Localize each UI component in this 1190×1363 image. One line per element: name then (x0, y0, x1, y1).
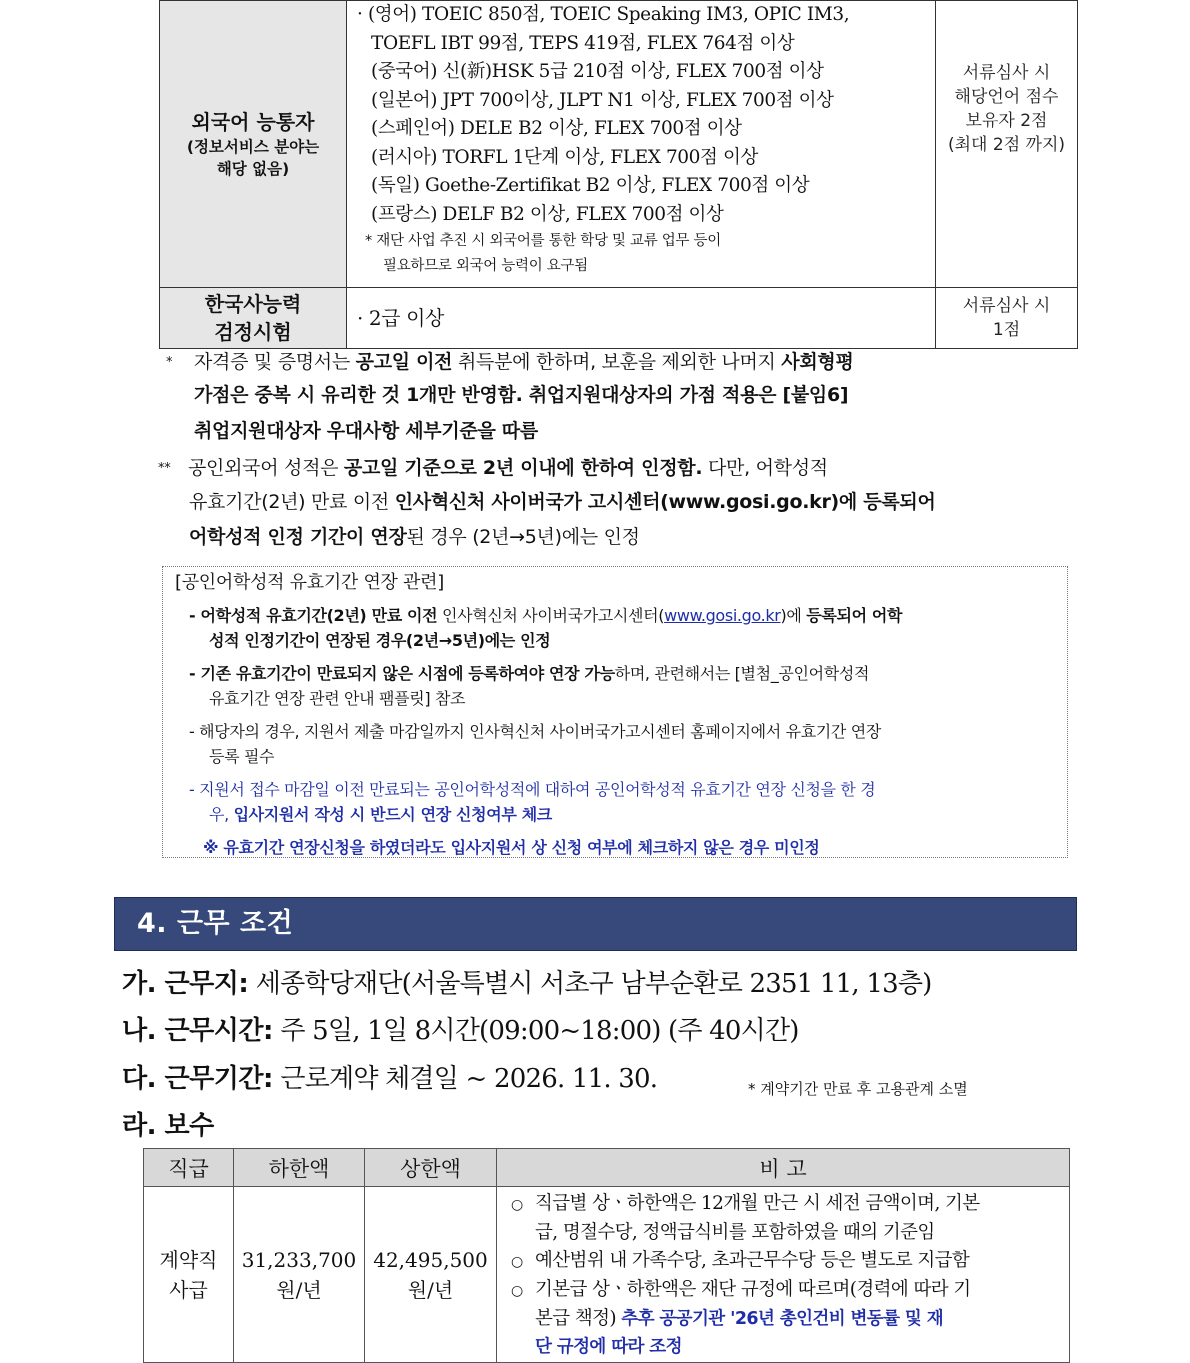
table-row (144, 1187, 1070, 1363)
section-header-work-conditions (114, 897, 1077, 951)
asterisk-mark: * (166, 355, 173, 370)
label-sub: 해당 없음) (216, 160, 290, 178)
remark-text: 예산범위 내 가족수당, 초과근무수당 등은 별도로 지급함 (535, 1250, 970, 1271)
condition-label: 가. 근무지: (122, 969, 249, 999)
condition-note: * 계약기간 만료 후 고용관계 소멸 (748, 1080, 968, 1098)
remark-text: 직급별 상ㆍ하한액은 12개월 만근 시 세전 금액이며, 기본 (535, 1193, 980, 1214)
language-note-cont: 필요하므로 외국어 능력이 요구됨 (383, 258, 588, 274)
lang-line-english: · (영어) TOEIC 850점, TOEIC Speaking IM3, OPIC IM3, (357, 4, 850, 25)
lang-line-chinese: (중국어) 신(新)HSK 5급 210점 이상, FLEX 700점 이상 (371, 61, 824, 82)
note-text: 유효기간(2년) 만료 이전 (189, 491, 395, 513)
qualification-table (159, 0, 1078, 349)
box-title: [공인어학성적 유효기간 연장 관련] (175, 572, 444, 593)
remark-highlight: 단 규정에 따라 조정 (535, 1337, 682, 1357)
header-max: 상한액 (365, 1149, 497, 1187)
lang-line-english-cont: TOEFL IBT 99점, TEPS 419점, FLEX 764점 이상 (371, 32, 795, 54)
language-note: * 재단 사업 추진 시 외국어를 통한 학당 및 교류 업무 등이 (365, 233, 721, 249)
cell-max (365, 1187, 497, 1363)
grade-text: 계약직 (159, 1247, 218, 1272)
remark-text: 본급 책정) (535, 1308, 622, 1329)
max-amount: 42,495,500 (373, 1247, 488, 1272)
pay-table-header (144, 1149, 1070, 1187)
note-language-score-line3 (189, 521, 640, 554)
gosi-link[interactable]: www.gosi.go.kr (664, 606, 781, 625)
requirement-text: · 2급 이상 (357, 305, 444, 330)
points-line: 해당언어 점수 (954, 87, 1059, 107)
cell-remarks (497, 1187, 1070, 1363)
remark-3 (511, 1276, 1065, 1305)
points-line: (최대 2점 까지) (948, 135, 1065, 155)
item-text: 우, (209, 805, 234, 824)
points-line: 서류심사 시 (962, 63, 1051, 83)
header-grade: 직급 (144, 1149, 234, 1187)
condition-label: 라. 보수 (122, 1111, 214, 1141)
remark-highlight: 추후 공공기관 '26년 총인건비 변동률 및 재 (621, 1309, 944, 1329)
lang-line-russian: (러시아) TORFL 1단계 이상, FLEX 700점 이상 (371, 146, 758, 168)
note-text: 자격증 및 증명서는 (194, 351, 356, 373)
table-row-korean-history (160, 288, 1078, 349)
item-text: 하며, 관련해서는 [별첨_공인어학성적 (614, 664, 870, 683)
header-min: 하한액 (234, 1149, 365, 1187)
note-text: 공인외국어 성적은 (188, 457, 344, 479)
condition-value: 세종학당재단(서울특별시 서초구 남부순환로 2351 11, 13층) (248, 969, 932, 999)
cell-grade (144, 1187, 234, 1363)
section-title: 4. 근무 조건 (137, 908, 294, 939)
korean-history-requirement (347, 288, 936, 349)
box-item-1 (189, 603, 902, 653)
condition-hours (122, 1013, 799, 1049)
remark-3-cont2 (511, 1333, 1065, 1361)
remark-text: 기본급 상ㆍ하한액은 재단 규정에 따르며(경력에 따라 기 (535, 1279, 971, 1300)
min-unit: 원/년 (276, 1277, 322, 1302)
label-main: 한국사능력 (204, 292, 302, 316)
item-cont: 등록 필수 (209, 747, 275, 766)
condition-workplace (122, 966, 932, 1002)
extension-info-box (162, 566, 1068, 858)
max-unit: 원/년 (407, 1277, 454, 1302)
label-main: 외국어 능통자 (191, 110, 315, 134)
row-label-korean-history (160, 288, 347, 349)
circle-bullet-icon: ○ (511, 1283, 523, 1299)
note-text: 취득분에 한하며, 보훈을 제외한 나머지 (452, 351, 782, 373)
lang-line-german: (독일) Goethe-Zertifikat B2 이상, FLEX 700점 이상 (371, 175, 810, 196)
note-text: 다만, 어학성적 (702, 457, 828, 479)
note-bold: 공고일 이전 (355, 351, 453, 373)
condition-period (122, 1061, 657, 1097)
remark-1 (511, 1190, 1065, 1219)
box-item-3 (189, 719, 881, 769)
min-amount: 31,233,700 (241, 1247, 357, 1272)
condition-period-note (748, 1068, 968, 1107)
item-bold: 입사지원서 작성 시 반드시 연장 신청여부 체크 (233, 805, 552, 824)
points-line: 서류심사 시 (962, 296, 1051, 316)
note-bold: 사회형평 (781, 351, 854, 373)
condition-pay (122, 1108, 214, 1144)
note-certificate-line2: 가점은 중복 시 유리한 것 1개만 반영함. 취업지원대상자의 가점 적용은 [붙임6] (194, 384, 849, 406)
item-text: - 지원서 접수 마감일 이전 만료되는 공인어학성적에 대하여 공인어학성적 유효기간 연장 신청을 한 경 (189, 780, 876, 799)
item-text: )에 (780, 606, 807, 625)
remark-3-cont (511, 1305, 1065, 1333)
remark-1-cont: 급, 명절수당, 정액급식비를 포함하였을 때의 기준임 (535, 1222, 935, 1243)
note-language-score (158, 452, 828, 485)
lang-line-japanese: (일본어) JPT 700이상, JLPT N1 이상, FLEX 700점 이상 (371, 89, 834, 111)
label-sub: (정보서비스 분야는 (186, 138, 320, 156)
note-bold: 공고일 기준으로 2년 이내에 한하여 인정함. (343, 457, 703, 479)
box-item-4 (189, 777, 875, 827)
item-text: - 해당자의 경우, 지원서 제출 마감일까지 인사혁신처 사이버국가고시센터 홈페이지에서 유효기간 연장 (189, 722, 881, 741)
note-certificate (166, 346, 854, 379)
circle-bullet-icon: ○ (511, 1197, 523, 1213)
note-bold: 어학성적 인정 기간이 연장 (189, 526, 407, 548)
note-certificate-line3: 취업지원대상자 우대사항 세부기준을 따름 (194, 420, 538, 442)
condition-label: 다. 근무기간: (122, 1064, 273, 1094)
circle-bullet-icon: ○ (511, 1254, 523, 1270)
item-bold: - 기존 유효기간이 만료되지 않은 시점에 등록하여야 연장 가능 (189, 664, 615, 683)
item-cont: 유효기간 연장 관련 안내 팸플릿] 참조 (209, 689, 466, 708)
note-language-score-line2 (189, 486, 936, 519)
item-cont: 성적 인정기간이 연장된 경우(2년→5년)에는 인정 (209, 631, 551, 650)
points-line: 1점 (992, 320, 1021, 340)
points-line: 보유자 2점 (965, 111, 1048, 131)
item-text: 인사혁신처 사이버국가고시센터( (437, 606, 665, 625)
condition-value: 주 5일, 1일 8시간(09:00~18:00) (주 40시간) (272, 1016, 799, 1046)
language-requirements (347, 1, 936, 288)
grade-text: 사급 (169, 1277, 208, 1302)
condition-label: 나. 근무시간: (122, 1016, 273, 1046)
condition-value: 근로계약 체결일 ~ 2026. 11. 30. (272, 1064, 658, 1094)
cell-min (234, 1187, 365, 1363)
lang-line-french: (프랑스) DELF B2 이상, FLEX 700점 이상 (371, 203, 724, 225)
note-text: 된 경우 (2년→5년)에는 인정 (406, 526, 640, 548)
remark-2 (511, 1247, 1065, 1276)
points-foreign-language (936, 1, 1078, 288)
lang-line-spanish: (스페인어) DELE B2 이상, FLEX 700점 이상 (371, 118, 742, 139)
row-label-foreign-language (160, 1, 347, 288)
double-asterisk-mark: ** (158, 461, 171, 476)
note-bold: 인사혁신처 사이버국가 고시센터(www.gosi.go.kr)에 등록되어 (394, 491, 936, 513)
points-korean-history (936, 288, 1078, 349)
table-row-foreign-language (160, 1, 1078, 288)
box-item-2 (189, 661, 869, 711)
pay-table (143, 1148, 1070, 1363)
item-bold: 등록되어 어학 (806, 606, 903, 625)
label-main: 검정시험 (214, 320, 292, 344)
box-warning: ※ 유효기간 연장신청을 하였더라도 입사지원서 상 신청 여부에 체크하지 않은 경우 미인정 (203, 838, 820, 857)
header-remarks: 비 고 (497, 1149, 1070, 1187)
item-bold: - 어학성적 유효기간(2년) 만료 이전 (189, 606, 438, 625)
